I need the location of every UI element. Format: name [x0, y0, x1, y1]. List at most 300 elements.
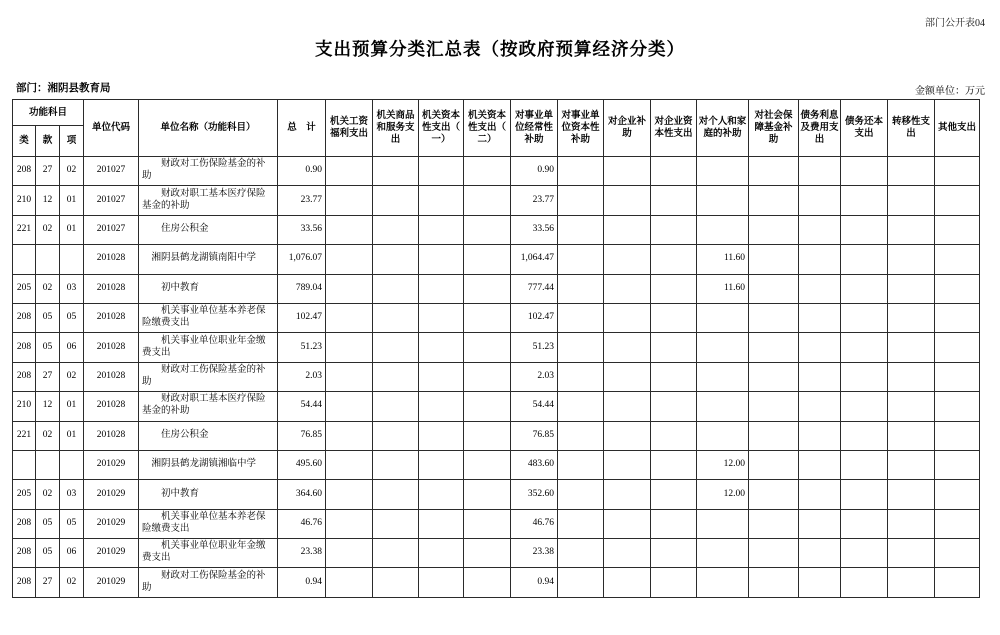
- cell-econ-4: [464, 362, 511, 391]
- cell-econ-6: [558, 450, 604, 479]
- cell-econ-10: [749, 245, 799, 274]
- cell-lei: 208: [13, 333, 36, 362]
- cell-unit-name: 住房公积金: [139, 421, 278, 450]
- cell-econ-9: [697, 539, 749, 568]
- cell-econ-5: 352.60: [511, 480, 558, 509]
- cell-econ-9: [697, 303, 749, 332]
- cell-econ-11: [799, 392, 841, 421]
- cell-econ-10: [749, 480, 799, 509]
- col-header-econ-14: 其他支出: [935, 100, 980, 157]
- cell-econ-3: [419, 509, 464, 538]
- col-header-sub-1: 类: [13, 126, 36, 157]
- department-label: 部门：湘阴县教育局: [16, 82, 111, 94]
- cell-econ-1: [326, 568, 373, 597]
- cell-lei: 205: [13, 274, 36, 303]
- cell-econ-14: [935, 450, 980, 479]
- cell-econ-8: [651, 480, 697, 509]
- cell-econ-9: [697, 509, 749, 538]
- cell-econ-7: [604, 509, 651, 538]
- cell-econ-5: 46.76: [511, 509, 558, 538]
- cell-econ-12: [841, 392, 888, 421]
- cell-unit-name: 财政对职工基本医疗保险基金的补助: [139, 186, 278, 215]
- cell-econ-2: [373, 274, 419, 303]
- cell-econ-1: [326, 450, 373, 479]
- cell-econ-8: [651, 303, 697, 332]
- col-header-econ-3: 机关资本性支出（一）: [419, 100, 464, 157]
- cell-xiang: 01: [60, 421, 84, 450]
- cell-lei: 205: [13, 480, 36, 509]
- cell-unit-code: 201029: [84, 509, 139, 538]
- cell-kuan: 27: [36, 157, 60, 186]
- cell-total: 495.60: [278, 450, 326, 479]
- cell-xiang: 05: [60, 303, 84, 332]
- cell-econ-6: [558, 421, 604, 450]
- cell-econ-1: [326, 421, 373, 450]
- cell-econ-7: [604, 568, 651, 597]
- cell-unit-name: 机关事业单位基本养老保险缴费支出: [139, 303, 278, 332]
- cell-total: 46.76: [278, 509, 326, 538]
- cell-econ-11: [799, 450, 841, 479]
- cell-unit-code: 201027: [84, 215, 139, 244]
- table-row: [13, 245, 980, 274]
- cell-econ-13: [888, 245, 935, 274]
- cell-econ-7: [604, 157, 651, 186]
- cell-econ-12: [841, 509, 888, 538]
- cell-econ-5: 76.85: [511, 421, 558, 450]
- cell-econ-7: [604, 450, 651, 479]
- cell-econ-6: [558, 362, 604, 391]
- cell-econ-3: [419, 186, 464, 215]
- cell-econ-11: [799, 274, 841, 303]
- col-header-total: 总 计: [278, 100, 326, 157]
- cell-xiang: [60, 450, 84, 479]
- cell-econ-8: [651, 186, 697, 215]
- cell-unit-name: 财政对工伤保险基金的补助: [139, 157, 278, 186]
- cell-econ-8: [651, 539, 697, 568]
- cell-econ-8: [651, 362, 697, 391]
- cell-econ-6: [558, 568, 604, 597]
- cell-unit-name: 机关事业单位基本养老保险缴费支出: [139, 509, 278, 538]
- cell-econ-9: [697, 568, 749, 597]
- table-header: [13, 100, 980, 157]
- cell-econ-8: [651, 509, 697, 538]
- cell-econ-5: 1,064.47: [511, 245, 558, 274]
- cell-econ-2: [373, 480, 419, 509]
- col-header-econ-11: 债务利息及费用支出: [799, 100, 841, 157]
- cell-econ-2: [373, 186, 419, 215]
- cell-kuan: 05: [36, 539, 60, 568]
- cell-econ-3: [419, 157, 464, 186]
- cell-econ-9: [697, 186, 749, 215]
- cell-total: 23.77: [278, 186, 326, 215]
- cell-econ-9: [697, 421, 749, 450]
- cell-xiang: 02: [60, 568, 84, 597]
- cell-econ-9: [697, 362, 749, 391]
- cell-econ-10: [749, 568, 799, 597]
- cell-econ-5: 23.77: [511, 186, 558, 215]
- table-body: [13, 157, 980, 598]
- cell-econ-5: 102.47: [511, 303, 558, 332]
- cell-econ-4: [464, 157, 511, 186]
- cell-kuan: [36, 450, 60, 479]
- cell-econ-14: [935, 245, 980, 274]
- cell-total: 51.23: [278, 333, 326, 362]
- cell-econ-2: [373, 450, 419, 479]
- cell-econ-3: [419, 245, 464, 274]
- cell-econ-14: [935, 333, 980, 362]
- table-row: [13, 568, 980, 597]
- cell-econ-14: [935, 392, 980, 421]
- cell-unit-code: 201028: [84, 392, 139, 421]
- cell-econ-13: [888, 157, 935, 186]
- cell-xiang: 01: [60, 186, 84, 215]
- cell-econ-1: [326, 274, 373, 303]
- cell-econ-14: [935, 215, 980, 244]
- table-row: [13, 303, 980, 332]
- cell-econ-5: 483.60: [511, 450, 558, 479]
- cell-econ-8: [651, 245, 697, 274]
- cell-kuan: 02: [36, 215, 60, 244]
- cell-econ-11: [799, 333, 841, 362]
- cell-lei: [13, 245, 36, 274]
- cell-econ-11: [799, 568, 841, 597]
- cell-xiang: 01: [60, 215, 84, 244]
- cell-econ-5: 54.44: [511, 392, 558, 421]
- cell-xiang: 06: [60, 333, 84, 362]
- col-header-sub-2: 款: [36, 126, 60, 157]
- cell-econ-12: [841, 421, 888, 450]
- cell-econ-8: [651, 157, 697, 186]
- col-header-econ-2: 机关商品和服务支出: [373, 100, 419, 157]
- cell-econ-1: [326, 303, 373, 332]
- table-row: [13, 509, 980, 538]
- cell-econ-7: [604, 333, 651, 362]
- cell-econ-13: [888, 303, 935, 332]
- cell-econ-6: [558, 274, 604, 303]
- cell-unit-code: 201028: [84, 303, 139, 332]
- budget-table: [12, 99, 980, 598]
- cell-econ-9: [697, 333, 749, 362]
- cell-econ-14: [935, 303, 980, 332]
- cell-econ-9: [697, 157, 749, 186]
- cell-unit-code: 201028: [84, 362, 139, 391]
- cell-econ-1: [326, 539, 373, 568]
- table-row: [13, 333, 980, 362]
- cell-xiang: 01: [60, 392, 84, 421]
- cell-econ-14: [935, 421, 980, 450]
- cell-unit-name: 初中教育: [139, 480, 278, 509]
- cell-lei: 208: [13, 303, 36, 332]
- page-title: 支出预算分类汇总表（按政府预算经济分类）: [315, 39, 685, 59]
- cell-unit-code: 201028: [84, 333, 139, 362]
- cell-econ-13: [888, 186, 935, 215]
- col-header-econ-7: 对企业补助: [604, 100, 651, 157]
- cell-unit-name: 初中教育: [139, 274, 278, 303]
- cell-econ-7: [604, 186, 651, 215]
- cell-econ-4: [464, 303, 511, 332]
- cell-econ-13: [888, 333, 935, 362]
- cell-lei: 208: [13, 157, 36, 186]
- cell-unit-name: 机关事业单位职业年金缴费支出: [139, 539, 278, 568]
- cell-econ-12: [841, 333, 888, 362]
- cell-econ-3: [419, 539, 464, 568]
- cell-econ-10: [749, 157, 799, 186]
- cell-econ-7: [604, 245, 651, 274]
- cell-econ-4: [464, 480, 511, 509]
- cell-econ-9: 12.00: [697, 480, 749, 509]
- cell-econ-10: [749, 450, 799, 479]
- cell-unit-code: 201028: [84, 274, 139, 303]
- cell-econ-2: [373, 245, 419, 274]
- cell-kuan: 02: [36, 274, 60, 303]
- col-header-econ-13: 转移性支出: [888, 100, 935, 157]
- cell-econ-11: [799, 303, 841, 332]
- table-row: [13, 362, 980, 391]
- cell-econ-7: [604, 480, 651, 509]
- cell-econ-4: [464, 568, 511, 597]
- cell-unit-name: 湘阴县鹤龙湖镇南阳中学: [139, 245, 278, 274]
- cell-econ-7: [604, 215, 651, 244]
- table-row: [13, 539, 980, 568]
- cell-econ-10: [749, 362, 799, 391]
- cell-econ-12: [841, 362, 888, 391]
- cell-econ-1: [326, 186, 373, 215]
- cell-econ-8: [651, 215, 697, 244]
- cell-econ-5: 777.44: [511, 274, 558, 303]
- cell-econ-10: [749, 509, 799, 538]
- cell-econ-4: [464, 450, 511, 479]
- cell-econ-1: [326, 480, 373, 509]
- cell-econ-10: [749, 186, 799, 215]
- cell-econ-10: [749, 333, 799, 362]
- cell-econ-11: [799, 509, 841, 538]
- cell-xiang: 02: [60, 362, 84, 391]
- table-row: [13, 450, 980, 479]
- cell-econ-4: [464, 392, 511, 421]
- cell-lei: 208: [13, 362, 36, 391]
- cell-lei: 208: [13, 539, 36, 568]
- cell-econ-8: [651, 274, 697, 303]
- cell-econ-5: 33.56: [511, 215, 558, 244]
- cell-econ-13: [888, 274, 935, 303]
- cell-kuan: 05: [36, 509, 60, 538]
- cell-econ-10: [749, 392, 799, 421]
- cell-econ-12: [841, 450, 888, 479]
- cell-total: 102.47: [278, 303, 326, 332]
- cell-econ-7: [604, 392, 651, 421]
- cell-econ-9: 12.00: [697, 450, 749, 479]
- cell-econ-14: [935, 274, 980, 303]
- col-header-econ-1: 机关工资福利支出: [326, 100, 373, 157]
- cell-econ-13: [888, 421, 935, 450]
- cell-unit-name: 财政对工伤保险基金的补助: [139, 362, 278, 391]
- cell-kuan: 12: [36, 186, 60, 215]
- cell-econ-11: [799, 245, 841, 274]
- cell-unit-code: 201028: [84, 245, 139, 274]
- cell-econ-14: [935, 186, 980, 215]
- cell-kuan: 27: [36, 568, 60, 597]
- cell-econ-11: [799, 215, 841, 244]
- col-header-econ-9: 对个人和家庭的补助: [697, 100, 749, 157]
- cell-xiang: 03: [60, 480, 84, 509]
- cell-kuan: 12: [36, 392, 60, 421]
- cell-econ-6: [558, 157, 604, 186]
- cell-econ-11: [799, 186, 841, 215]
- cell-econ-8: [651, 333, 697, 362]
- cell-unit-code: 201029: [84, 450, 139, 479]
- cell-econ-14: [935, 539, 980, 568]
- cell-econ-4: [464, 186, 511, 215]
- cell-econ-12: [841, 480, 888, 509]
- cell-lei: 221: [13, 421, 36, 450]
- cell-xiang: 03: [60, 274, 84, 303]
- cell-econ-13: [888, 568, 935, 597]
- cell-econ-13: [888, 392, 935, 421]
- cell-econ-2: [373, 303, 419, 332]
- cell-total: 789.04: [278, 274, 326, 303]
- cell-econ-2: [373, 333, 419, 362]
- amount-unit-label: 金额单位：万元: [915, 86, 985, 97]
- cell-unit-code: 201029: [84, 539, 139, 568]
- cell-xiang: 02: [60, 157, 84, 186]
- table-row: [13, 186, 980, 215]
- cell-unit-name: 湘阴县鹤龙湖镇湘临中学: [139, 450, 278, 479]
- cell-kuan: 02: [36, 421, 60, 450]
- col-header-econ-12: 债务还本支出: [841, 100, 888, 157]
- cell-kuan: 27: [36, 362, 60, 391]
- cell-econ-7: [604, 303, 651, 332]
- cell-econ-10: [749, 274, 799, 303]
- cell-total: 1,076.07: [278, 245, 326, 274]
- cell-econ-5: 0.94: [511, 568, 558, 597]
- cell-total: 364.60: [278, 480, 326, 509]
- cell-econ-2: [373, 421, 419, 450]
- cell-econ-1: [326, 362, 373, 391]
- cell-econ-14: [935, 362, 980, 391]
- cell-econ-1: [326, 245, 373, 274]
- cell-econ-10: [749, 421, 799, 450]
- cell-xiang: 05: [60, 509, 84, 538]
- cell-econ-7: [604, 421, 651, 450]
- cell-econ-10: [749, 303, 799, 332]
- cell-econ-6: [558, 539, 604, 568]
- table-row: [13, 480, 980, 509]
- cell-econ-3: [419, 421, 464, 450]
- cell-unit-name: 财政对职工基本医疗保险基金的补助: [139, 392, 278, 421]
- cell-total: 23.38: [278, 539, 326, 568]
- cell-econ-3: [419, 450, 464, 479]
- cell-econ-6: [558, 303, 604, 332]
- cell-econ-3: [419, 303, 464, 332]
- table-row: [13, 421, 980, 450]
- cell-econ-4: [464, 274, 511, 303]
- cell-econ-2: [373, 392, 419, 421]
- cell-econ-6: [558, 509, 604, 538]
- cell-econ-6: [558, 245, 604, 274]
- cell-econ-11: [799, 421, 841, 450]
- cell-kuan: [36, 245, 60, 274]
- cell-econ-13: [888, 509, 935, 538]
- cell-econ-1: [326, 333, 373, 362]
- cell-xiang: 06: [60, 539, 84, 568]
- cell-unit-code: 201027: [84, 186, 139, 215]
- cell-total: 0.90: [278, 157, 326, 186]
- cell-total: 76.85: [278, 421, 326, 450]
- cell-econ-8: [651, 392, 697, 421]
- col-header-unit-code: 单位代码: [84, 100, 139, 157]
- cell-econ-12: [841, 274, 888, 303]
- cell-econ-13: [888, 480, 935, 509]
- cell-econ-3: [419, 274, 464, 303]
- cell-econ-4: [464, 215, 511, 244]
- cell-lei: 210: [13, 392, 36, 421]
- cell-econ-11: [799, 362, 841, 391]
- cell-econ-14: [935, 157, 980, 186]
- cell-econ-1: [326, 392, 373, 421]
- cell-econ-8: [651, 568, 697, 597]
- cell-unit-code: 201028: [84, 421, 139, 450]
- cell-unit-name: 住房公积金: [139, 215, 278, 244]
- cell-econ-12: [841, 303, 888, 332]
- cell-unit-name: 财政对工伤保险基金的补助: [139, 568, 278, 597]
- cell-econ-2: [373, 157, 419, 186]
- cell-econ-10: [749, 539, 799, 568]
- cell-total: 0.94: [278, 568, 326, 597]
- cell-xiang: [60, 245, 84, 274]
- cell-econ-13: [888, 362, 935, 391]
- cell-econ-9: [697, 392, 749, 421]
- col-header-econ-10: 对社会保障基金补助: [749, 100, 799, 157]
- cell-econ-7: [604, 274, 651, 303]
- sheet-number: 部门公开表04: [925, 18, 985, 29]
- cell-econ-13: [888, 539, 935, 568]
- cell-unit-code: 201029: [84, 568, 139, 597]
- cell-lei: 208: [13, 509, 36, 538]
- cell-econ-6: [558, 392, 604, 421]
- col-header-sub-3: 项: [60, 126, 84, 157]
- cell-total: 2.03: [278, 362, 326, 391]
- cell-econ-9: 11.60: [697, 274, 749, 303]
- cell-unit-name: 机关事业单位职业年金缴费支出: [139, 333, 278, 362]
- cell-lei: 210: [13, 186, 36, 215]
- table-row: [13, 215, 980, 244]
- cell-econ-12: [841, 539, 888, 568]
- cell-econ-1: [326, 509, 373, 538]
- cell-econ-4: [464, 539, 511, 568]
- cell-lei: [13, 450, 36, 479]
- cell-econ-10: [749, 215, 799, 244]
- cell-lei: 221: [13, 215, 36, 244]
- col-header-econ-6: 对事业单位资本性补助: [558, 100, 604, 157]
- col-header-econ-5: 对事业单位经常性补助: [511, 100, 558, 157]
- cell-kuan: 05: [36, 303, 60, 332]
- cell-econ-4: [464, 509, 511, 538]
- col-header-function-group: 功能科目: [13, 100, 84, 126]
- cell-econ-4: [464, 421, 511, 450]
- cell-econ-14: [935, 568, 980, 597]
- cell-econ-11: [799, 157, 841, 186]
- table-row: [13, 157, 980, 186]
- cell-total: 54.44: [278, 392, 326, 421]
- cell-econ-6: [558, 480, 604, 509]
- cell-econ-4: [464, 245, 511, 274]
- cell-econ-5: 51.23: [511, 333, 558, 362]
- cell-kuan: 05: [36, 333, 60, 362]
- cell-kuan: 02: [36, 480, 60, 509]
- cell-lei: 208: [13, 568, 36, 597]
- cell-total: 33.56: [278, 215, 326, 244]
- cell-econ-5: 23.38: [511, 539, 558, 568]
